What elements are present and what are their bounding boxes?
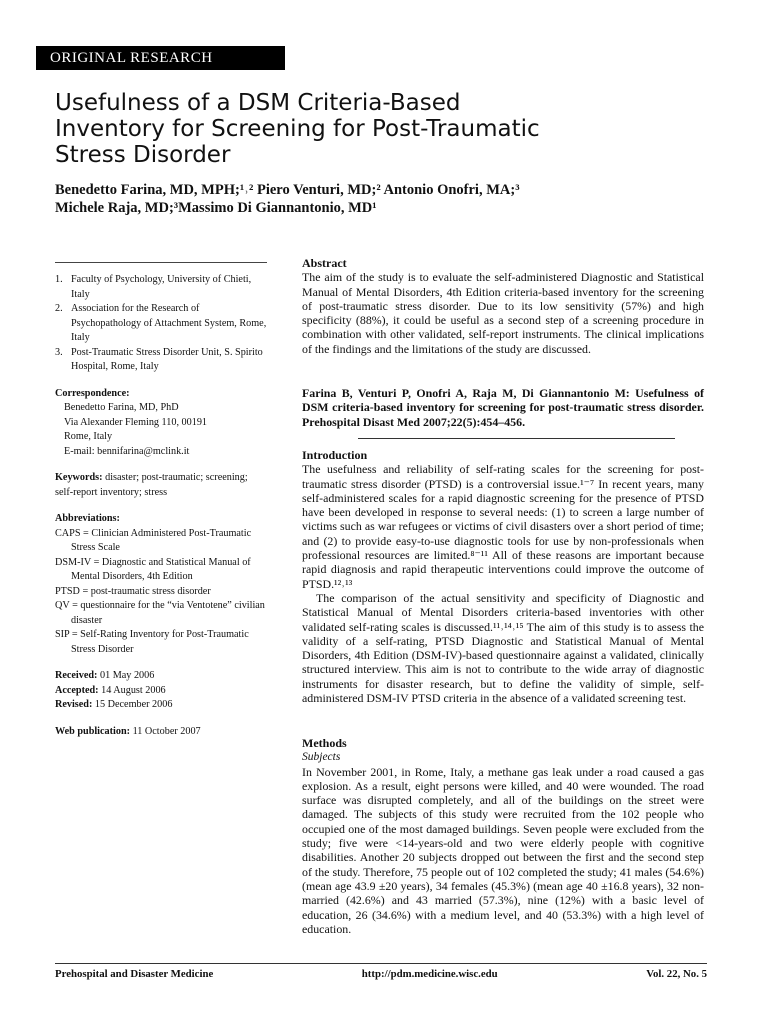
authors-line-1: Benedetto Farina, MD, MPH;¹˒² Piero Venturi, MD;² Antonio Onofri, MA;³ [55,182,520,198]
revised-value: 15 December 2006 [92,699,173,710]
abbreviations-label: Abbreviations: [55,513,120,524]
affiliation-number: 1. [55,274,63,285]
correspondence-label: Correspondence: [55,387,130,399]
subjects-subheading: Subjects [302,751,341,764]
web-publication [55,725,267,740]
affiliation-number: 3. [55,346,63,358]
affiliation-number: 2. [55,303,63,314]
abbreviation-item: DSM-IV = Diagnostic and Statistical Manual of Mental Disorders, 4th Edition [55,556,251,582]
keywords [55,471,267,500]
introduction [302,448,704,705]
sidebar-divider [55,262,267,263]
affiliation-text: Post-Traumatic Stress Disorder Unit, S. Spirito Hospital, Rome, Italy [71,346,263,372]
footer-volume: Vol. 22, No. 5 [646,968,707,980]
methods-text: In November 2001, in Rome, Italy, a methane gas leak under a road caused a gas explosion. As a result, eight persons were killed, and 40 were wounded. The road surface was disrupted completely, and all of the buildings on the street were damaged. The subjects of this study were recruited from the 102 people who occupied one of the most damaged buildings. Seven people were excluded from the study; five were <14-years-old and two were elderly people with cognitive disabilities. Another 20 subjects dropped out between the first and the second step of the study. Therefore, 75 people out of 102 completed the study; 41 males (54.6%) (mean age 43.9 ±20 years), 34 females (45.3%) (mean age 40 ±16.8 years), 32 non-married (42.6%) and 43 married (57.3%), nine (12%) with a basic level of education, 26 (34.6%) with a medium level, and 40 (53.3%) with a high level of education. [302,764,704,936]
title-line-1: Usefulness of a DSM Criteria-Based [55,90,461,116]
affiliations [55,273,267,375]
footer-divider [55,963,707,964]
web-publication-label: Web publication: [55,725,131,737]
affiliation-item [55,302,267,346]
author-list [55,181,695,217]
abstract-heading: Abstract [302,256,347,270]
keywords-text: disaster; post-traumatic; screening; self-report inventory; stress [55,472,248,498]
web-publication-value: 11 October 2007 [130,725,201,737]
accepted-date [55,684,267,699]
introduction-heading: Introduction [302,448,368,462]
introduction-paragraph-1: The usefulness and reliability of self-rating scales for the screening for post-traumatic stress disorder (PTSD) is a controversial issue.¹⁻⁷ In recent years, many self-administered scales for a rapid diagnostic screening for the presence of PTSD have been developed in response to several needs: (1) to screen a large number of victims such as war refugees or victims of civil disasters over a short period of time; and (2) to provide easy-to-use diagnostic tools for use by non-professionals when professional resources are limited.⁸⁻¹¹ All of these reasons are important because rapid diagnosis and rapid therapeutic interventions could improve the outcome of PTSD.¹²˒¹³ [302,462,704,591]
article-dates [55,669,267,713]
affiliation-text: Faculty of Psychology, University of Chieti, Italy [71,274,252,300]
abstract-text: The aim of the study is to evaluate the self-administered Diagnostic and Statistical Manual of Mental Disorders, 4th Edition criteria-based inventory for the screening of post-traumatic stress disorder. Due to its low sensitivity (57%) and high specificity (88%), it could be useful as a second step of a screening procedure in combination with other validated, self-report instruments. The clinical implications of the findings and the limitations of the study are discussed. [302,270,704,356]
correspondence-email[interactable]: E-mail: bennifarina@mclink.it [64,445,190,457]
footer-url[interactable]: http://pdm.medicine.wisc.edu [361,968,498,980]
correspondence [55,387,267,460]
received-value: 01 May 2006 [97,670,155,681]
title-line-3: Stress Disorder [55,142,231,168]
abbreviation-item: SIP = Self-Rating Inventory for Post-Traumatic Stress Disorder [55,629,249,655]
introduction-paragraph-2: The comparison of the actual sensitivity and specificity of Diagnostic and Statistical Manual of Mental Disorders criteria-based inventories with other validated self-rating scales is discussed.¹¹˒¹⁴˒¹⁵ The aim of this study is to assess the validity of a self-rating, PTSD Diagnostic and Statistical Manual of Mental Disorders, 4th Edition (DSM-IV)-based questionnaire against a validated, clinically structured interview. This aim is not to contribute to the wide array of diagnostic instruments for disaster research, but to define the validity of simple, self-administered DSM-IV PTSD criteria in the absence of a validated screening test. [302,590,704,706]
correspondence-line: Rome, Italy [64,431,113,442]
title-line-2: Inventory for Screening for Post-Traumatic [55,116,540,142]
citation-divider [358,438,675,439]
abbreviation-item: CAPS = Clinician Administered Post-Traumatic Stress Scale [55,527,252,553]
sidebar [55,273,267,739]
correspondence-line: Benedetto Farina, MD, PhD [64,402,179,413]
accepted-label: Accepted: [55,684,99,696]
abstract [302,256,704,356]
correspondence-line: Via Alexander Fleming 110, 00191 [64,416,208,428]
citation: Farina B, Venturi P, Onofri A, Raja M, Di Giannantonio M: Usefulness of DSM criteria-based inventory for screening for post-traumatic stress disorder. Prehospital Disast Med 2007;22(5):454–456. [302,386,704,429]
accepted-value: 14 August 2006 [98,684,166,696]
abbreviation-item: QV = questionnaire for the “via Ventotene” civilian disaster [55,600,265,626]
keywords-label: Keywords: [55,472,103,483]
methods [302,736,704,936]
page-footer [55,968,707,980]
affiliation-item [55,346,267,375]
affiliation-text: Association for the Research of Psychopathology of Attachment System, Rome, Italy [71,303,267,343]
revised-date [55,698,267,713]
section-banner: ORIGINAL RESEARCH [36,46,285,70]
abbreviation-item: PTSD = post-traumatic stress disorder [55,585,211,597]
revised-label: Revised: [55,699,93,710]
authors-line-2: Michele Raja, MD;³Massimo Di Giannantonio, MD¹ [55,200,377,216]
footer-journal: Prehospital and Disaster Medicine [55,968,214,980]
received-date [55,669,267,684]
received-label: Received: [55,670,98,681]
abbreviations [55,512,267,657]
article-title [55,90,695,168]
affiliation-item [55,273,267,302]
methods-heading: Methods [302,736,347,750]
